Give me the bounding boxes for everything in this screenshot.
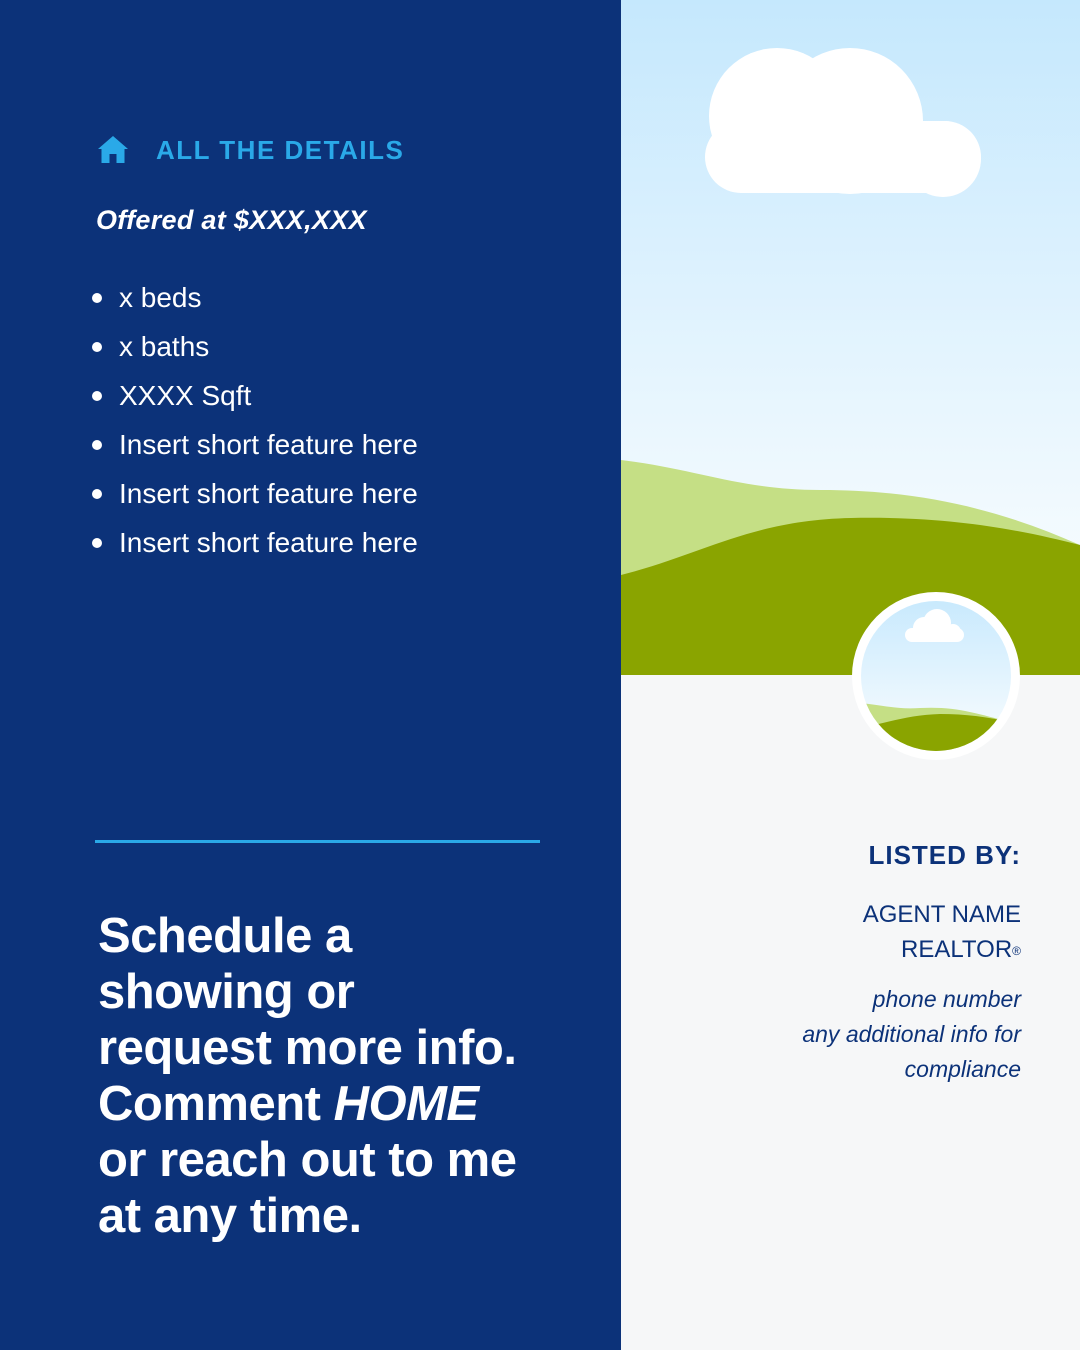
agent-logo-placeholder (850, 590, 1022, 762)
section-divider (95, 840, 540, 843)
agent-info (863, 897, 1021, 967)
agent-contact (802, 982, 1021, 1087)
details-header (96, 132, 404, 168)
cta-line: request more info. (98, 1021, 517, 1075)
listed-by-heading: LISTED BY: (868, 840, 1021, 870)
cta-line: at any time. (98, 1189, 362, 1243)
list-item: Insert short feature here (92, 523, 418, 572)
compliance-info: compliance (904, 1056, 1021, 1082)
cta-line: Schedule a (98, 909, 352, 963)
landscape-image-placeholder (621, 0, 1080, 675)
list-item: Insert short feature here (92, 425, 418, 474)
home-icon (96, 133, 130, 167)
compliance-info: any additional info for (802, 1021, 1021, 1047)
cta-line: showing or (98, 965, 355, 1019)
list-item: XXXX Sqft (92, 376, 418, 425)
cta-line: or reach out to me (98, 1133, 517, 1187)
phone-number: phone number (872, 986, 1021, 1012)
feature-list (92, 278, 418, 572)
agent-title: REALTOR (901, 936, 1013, 963)
cta-line: Comment (98, 1077, 334, 1131)
price-text: Offered at $XXX,XXX (96, 205, 367, 235)
registered-mark: ® (1012, 944, 1021, 958)
list-item: x baths (92, 327, 418, 376)
cta-keyword: HOME (333, 1077, 479, 1131)
agent-title-row (863, 932, 1021, 967)
list-item: x beds (92, 278, 418, 327)
agent-name: AGENT NAME (862, 901, 1021, 928)
list-item: Insert short feature here (92, 474, 418, 523)
details-heading: ALL THE DETAILS (156, 134, 405, 165)
call-to-action (98, 908, 568, 1244)
